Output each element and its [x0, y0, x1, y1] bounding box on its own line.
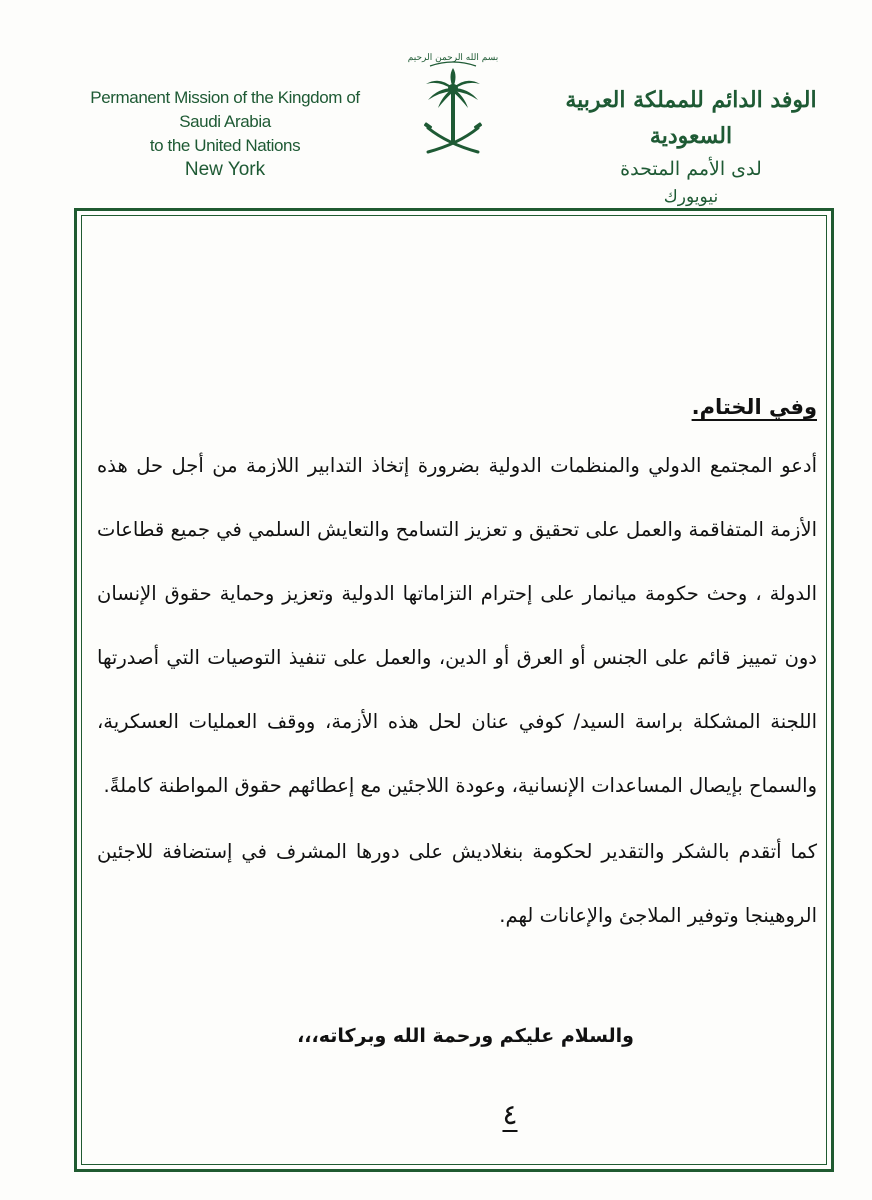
- emblem: [407, 36, 499, 176]
- letterhead-english-line-2: to the United Nations: [149, 136, 301, 155]
- letterhead-arabic-line-1: الوفد الدائم للمملكة العربية السعودية: [565, 87, 817, 149]
- letterhead-english-line-1: Permanent Mission of the Kingdom of Saudi Arabia: [90, 88, 360, 131]
- letterhead-arabic-line-3: نيويورك: [663, 187, 719, 207]
- letterhead-english: [90, 86, 360, 182]
- salutation-text: والسلام عليكم ورحمة الله وبركاته،،،: [297, 1025, 634, 1047]
- paragraph-call-to-action: أدعو المجتمع الدولي والمنظمات الدولية بضرورة إتخاذ التدابير اللازمة من أجل حل هذه الأزمة المتفاقمة والعمل على تحقيق و تعزيز التسامح والتعايش السلمي في جميع قطاعات الدولة ، وحث حكومة ميانمار على إحترام التزاماتها الدولية وتعزيز وحماية حقوق الإنسان دون تمييز قائم على الجنس أو العرق أو الدين، والعمل على تنفيذ التوصيات التي أصدرتها اللجنة المشكلة براسة السيد/ كوفي عنان لحل هذه الأزمة، ووقف العمليات العسكرية، والسماح بإيصال المساعدات الإنسانية، وعودة اللاجئين مع إعطائهم حقوق المواطنة كاملةً.: [97, 454, 817, 797]
- paragraph-thanks-bangladesh: كما أتقدم بالشكر والتقدير لحكومة بنغلاديش على دورها المشرف في إستضافة للاجئين الروهينجا وتوفير الملاجئ والإعانات لهم.: [97, 840, 817, 927]
- palm-and-swords-emblem-icon: [407, 36, 499, 176]
- closing-heading: وفي الختام.: [691, 395, 817, 419]
- page-number: ٤: [502, 1098, 518, 1131]
- salutation: [297, 1016, 674, 1056]
- letterhead-arabic: [560, 82, 822, 210]
- emblem-inscription: بسم الله الرحمن الرحيم: [407, 53, 499, 63]
- letterhead-arabic-line-2: لدى الأمم المتحدة: [620, 158, 762, 180]
- letter-body: [97, 384, 817, 948]
- letterhead-english-line-3: New York: [184, 159, 266, 180]
